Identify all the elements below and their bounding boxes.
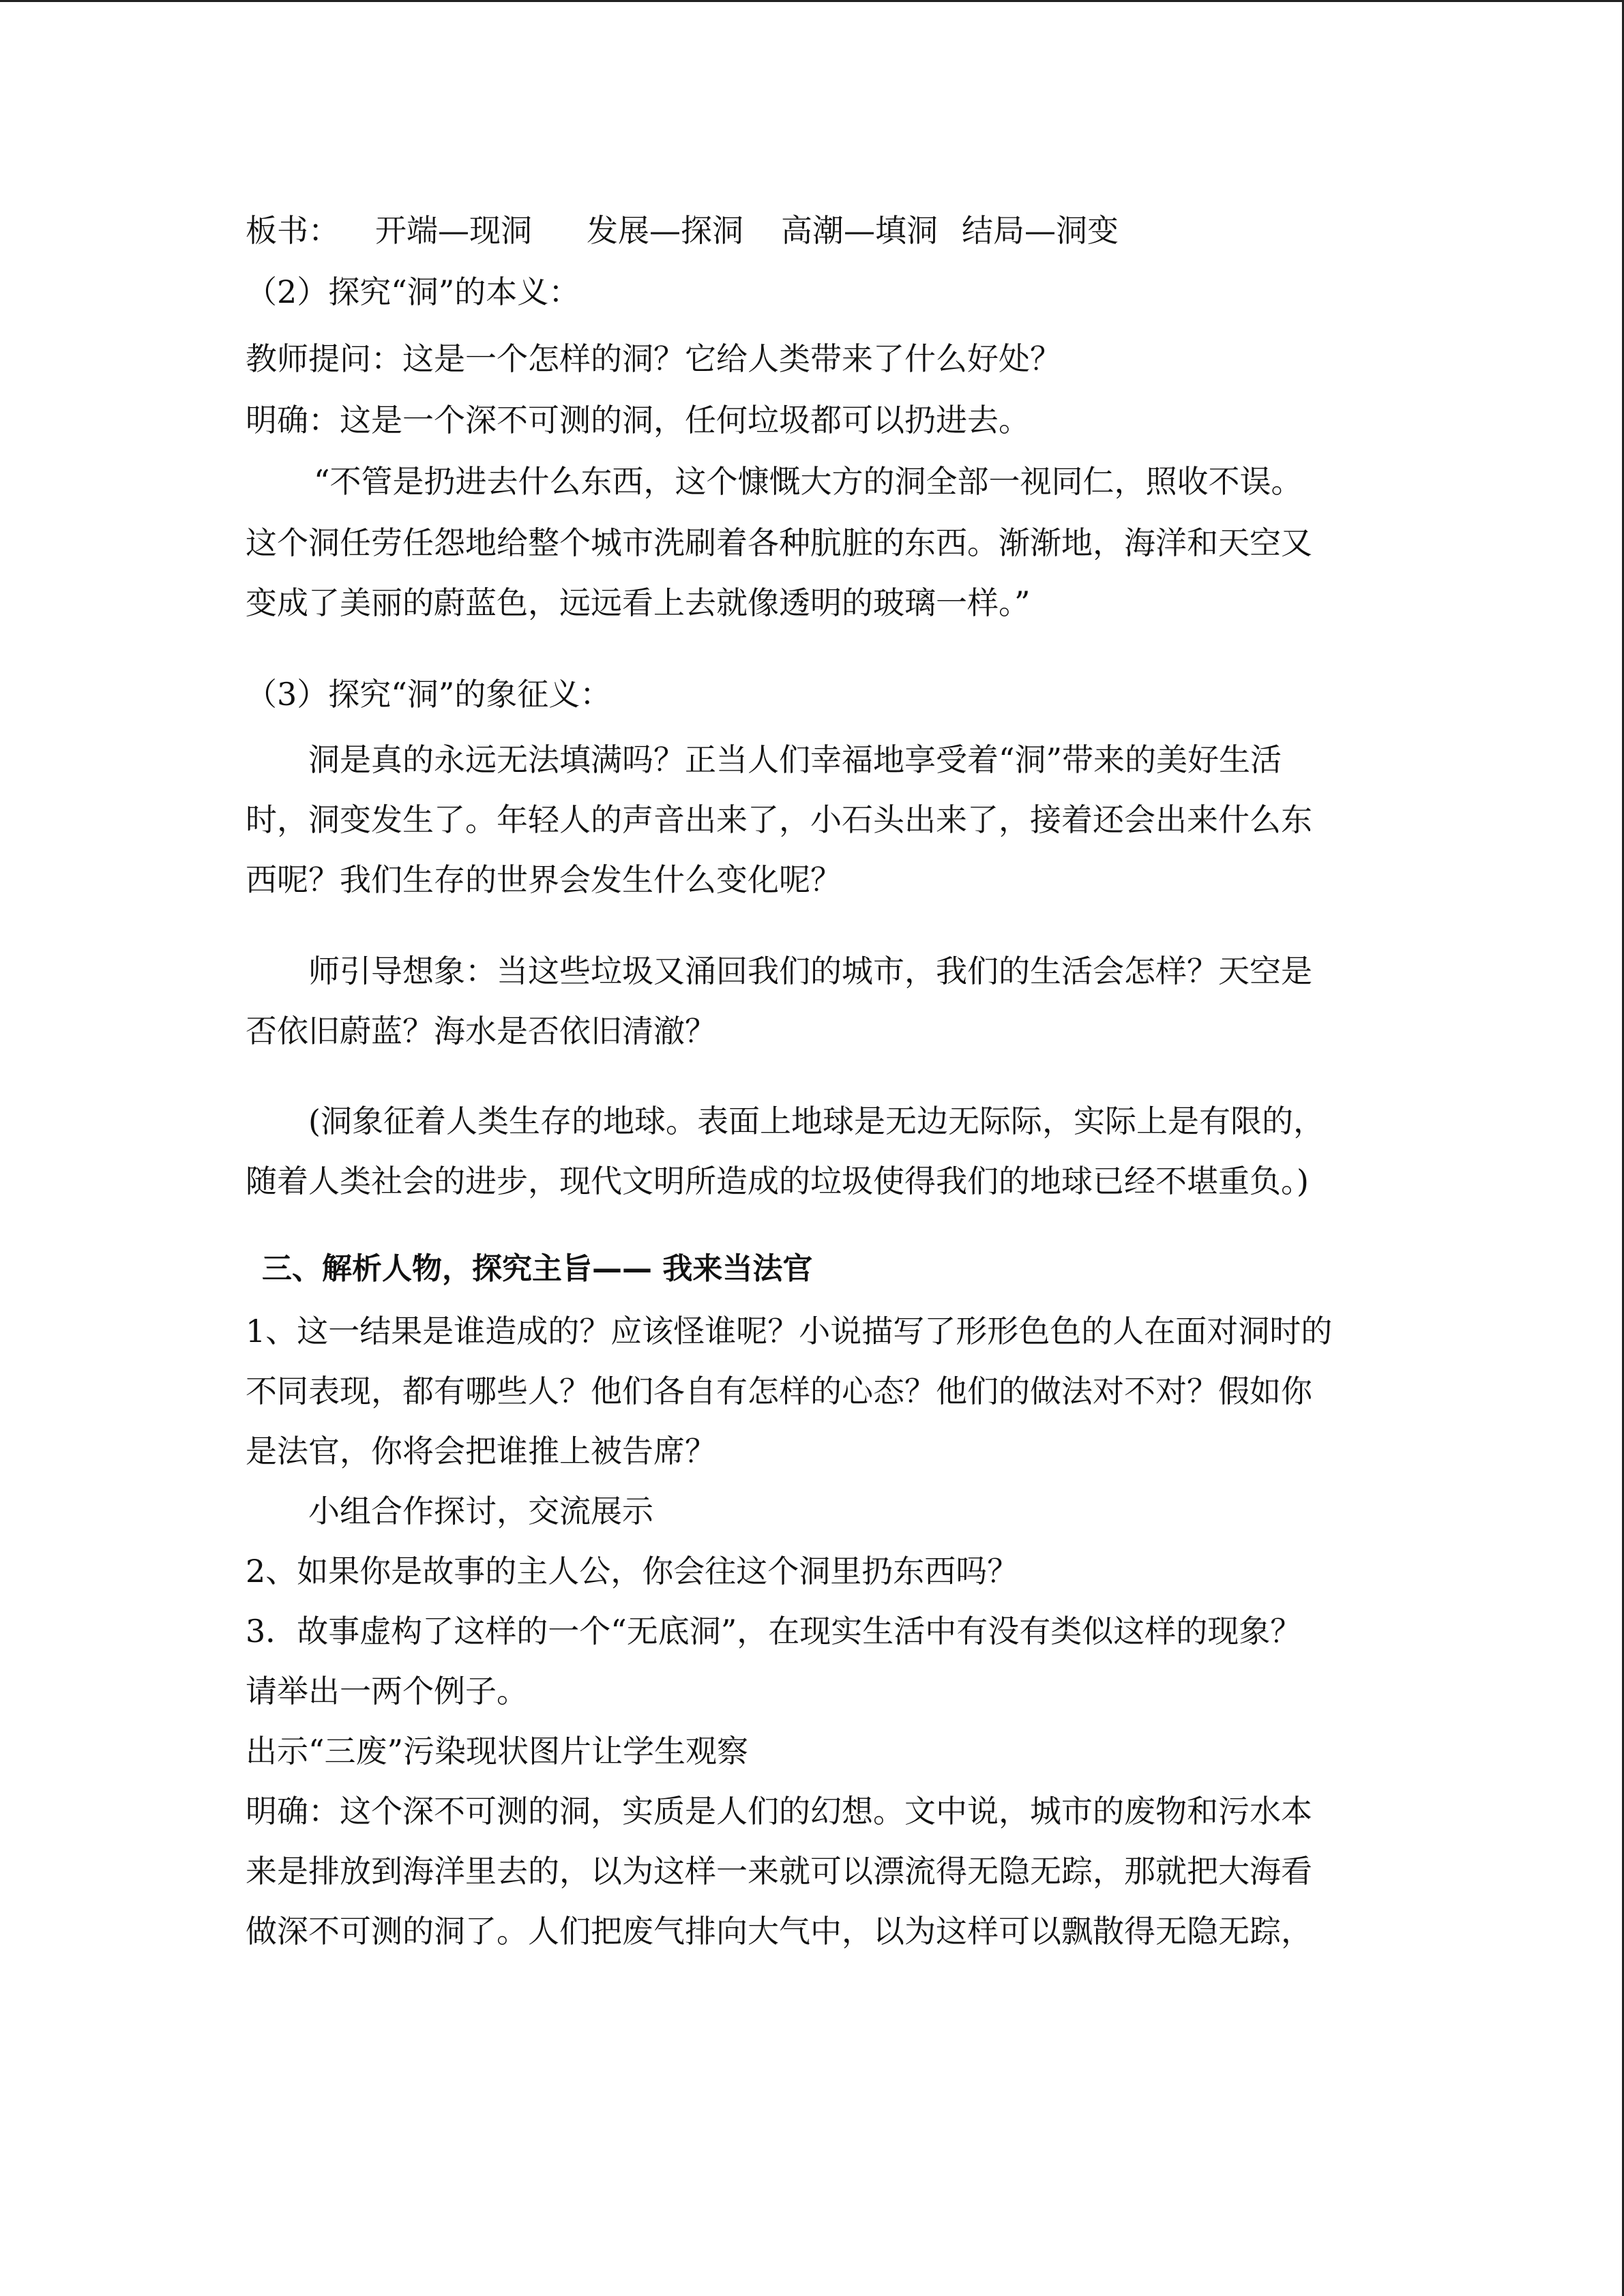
section-heading-analysis: 三、解析人物，探究主旨—— 我来当法官 bbox=[262, 1251, 813, 1286]
final-clarification-line-2: 来是排放到海洋里去的，以为这样一来就可以漂流得无隐无踪，那就把大海看 bbox=[246, 1853, 1312, 1890]
symbolic-paragraph-line-1: 洞是真的永远无法填满吗？正当人们幸福地享受着“洞”带来的美好生活 bbox=[308, 741, 1282, 778]
symbolic-paragraph-line-3: 西呢？我们生存的世界会发生什么变化呢？ bbox=[246, 861, 842, 898]
question-2: 2、如果你是故事的主人公，你会往这个洞里扔东西吗？ bbox=[246, 1553, 1019, 1590]
final-clarification-line-3: 做深不可测的洞了。人们把废气排向大气中，以为这样可以飘散得无隐无踪， bbox=[246, 1913, 1312, 1950]
pollution-images-note: 出示“三废”污染现状图片让学生观察 bbox=[246, 1733, 749, 1770]
quote-line-3: 变成了美丽的蔚蓝色，远远看上去就像透明的玻璃一样。” bbox=[246, 584, 1031, 621]
symbolic-paragraph-line-2: 时，洞变发生了。年轻人的声音出来了，小石头出来了，接着还会出来什么东 bbox=[246, 801, 1312, 838]
board-item-development: 发展—探洞 bbox=[587, 212, 743, 249]
group-discussion-note: 小组合作探讨，交流展示 bbox=[308, 1493, 653, 1530]
section-heading-literal-meaning: （2）探究“洞”的本义： bbox=[246, 273, 580, 310]
board-item-opening: 开端—现洞 bbox=[375, 212, 532, 249]
final-clarification-line-1: 明确：这个深不可测的洞，实质是人们的幻想。文中说，城市的废物和污水本 bbox=[246, 1793, 1312, 1830]
quote-line-1: “不管是扔进去什么东西，这个慷慨大方的洞全部一视同仁，照收不误。 bbox=[314, 463, 1303, 500]
question-1-line-2: 不同表现，都有哪些人？他们各自有怎样的心态？他们的做法对不对？假如你 bbox=[246, 1373, 1312, 1410]
board-label: 板书： bbox=[246, 212, 340, 249]
board-item-climax: 高潮—填洞 bbox=[781, 212, 938, 249]
quote-line-2: 这个洞任劳任怨地给整个城市洗刷着各种肮脏的东西。渐渐地，海洋和天空又 bbox=[246, 524, 1312, 561]
imagination-paragraph-line-1: 师引导想象：当这些垃圾又涌回我们的城市，我们的生活会怎样？天空是 bbox=[308, 953, 1312, 989]
board-item-ending: 结局—洞变 bbox=[962, 212, 1119, 249]
symbol-explanation-line-1: (洞象征着人类生存的地球。表面上地球是无边无际际，实际上是有限的， bbox=[308, 1103, 1325, 1139]
teacher-question: 教师提问：这是一个怎样的洞？它给人类带来了什么好处？ bbox=[246, 340, 1061, 377]
section-heading-symbolic-meaning: （3）探究“洞”的象征义： bbox=[246, 676, 612, 713]
question-1-line-3: 是法官，你将会把谁推上被告席？ bbox=[246, 1433, 716, 1470]
question-3-line-1: 3．故事虚构了这样的一个“无底洞”，在现实生活中有没有类似这样的现象？ bbox=[246, 1613, 1302, 1650]
clarification-paragraph: 明确：这是一个深不可测的洞，任何垃圾都可以扔进去。 bbox=[246, 402, 1030, 438]
board-writing-line bbox=[246, 212, 1119, 249]
symbol-explanation-line-2: 随着人类社会的进步，现代文明所造成的垃圾使得我们的地球已经不堪重负。) bbox=[246, 1163, 1309, 1199]
question-1-line-1: 1、这一结果是谁造成的？应该怪谁呢？小说描写了形形色色的人在面对洞时的 bbox=[246, 1313, 1333, 1350]
imagination-paragraph-line-2: 否依旧蔚蓝？海水是否依旧清澈？ bbox=[246, 1013, 716, 1049]
question-3-line-2: 请举出一两个例子。 bbox=[246, 1673, 528, 1710]
